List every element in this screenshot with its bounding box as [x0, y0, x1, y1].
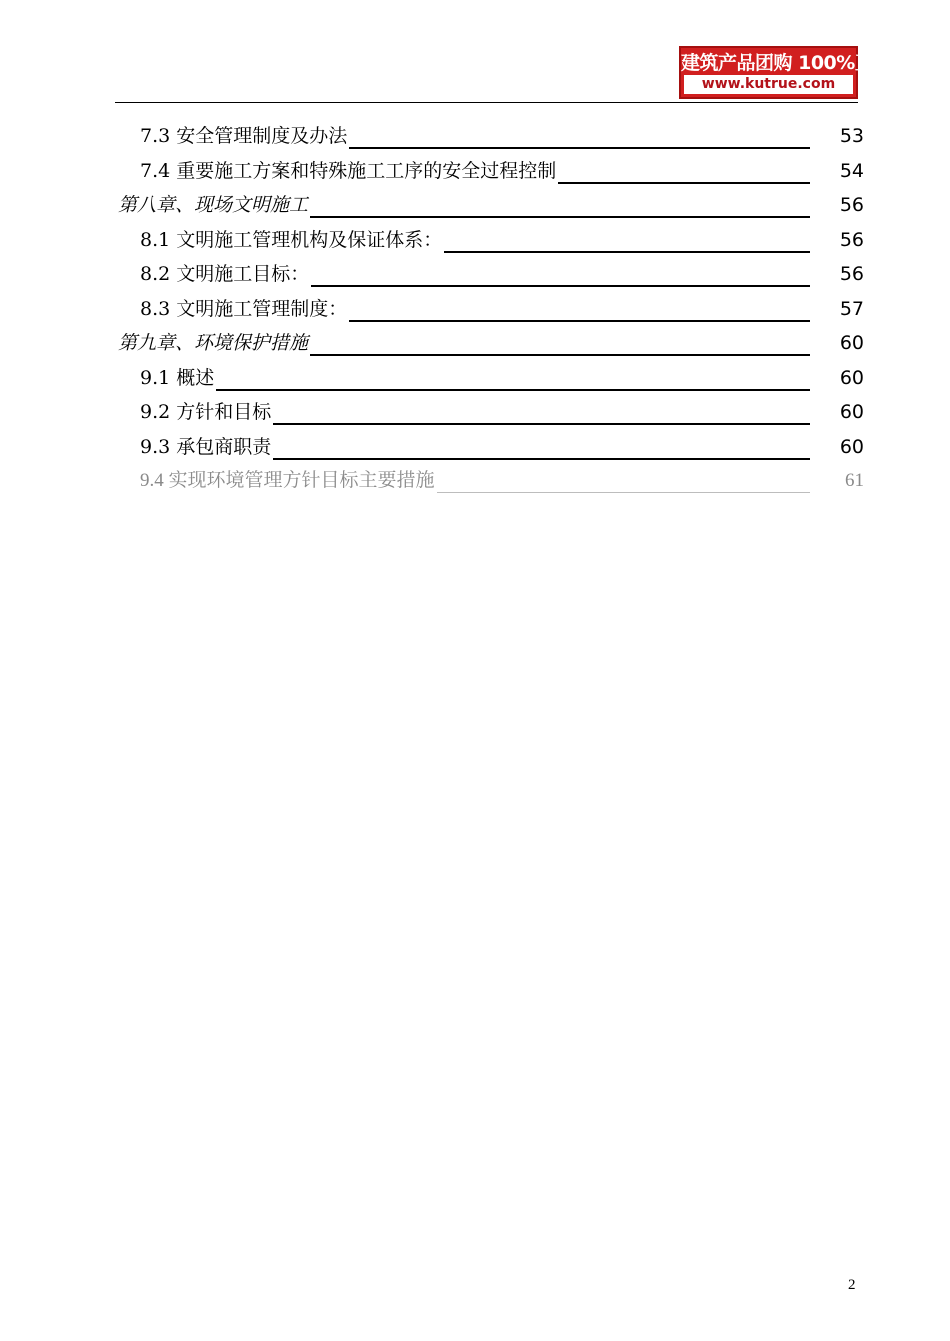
- toc-leader-line: [273, 458, 810, 460]
- toc-chapter-entry[interactable]: [0, 188, 950, 223]
- toc-leader-line: [349, 320, 810, 322]
- toc-entry-label: 8.1 文明施工管理机构及保证体系：: [140, 228, 443, 251]
- toc-section-entry[interactable]: [0, 119, 950, 154]
- toc-entry-page: 60: [839, 435, 864, 458]
- toc-leader-line: [216, 389, 810, 391]
- toc-section-entry[interactable]: [0, 223, 950, 258]
- toc-leader-line: [273, 423, 810, 425]
- logo-slogan: 建筑产品团购 100%正品: [681, 52, 892, 74]
- toc-entry-label: 8.2 文明施工目标：: [140, 263, 310, 285]
- table-of-contents: [0, 119, 950, 499]
- page-number: 2: [848, 1277, 856, 1293]
- toc-entry-label: 9.1 概述: [140, 366, 215, 389]
- toc-section-entry[interactable]: [0, 292, 950, 327]
- toc-section-entry[interactable]: [0, 430, 950, 465]
- toc-entry-page: 54: [839, 159, 864, 182]
- header-rule: [115, 102, 858, 103]
- toc-section-entry[interactable]: [0, 257, 950, 292]
- toc-section-entry[interactable]: [0, 154, 950, 189]
- toc-leader-line: [558, 182, 810, 184]
- toc-entry-label: 8.3 文明施工管理制度：: [140, 297, 348, 320]
- toc-section-entry[interactable]: [0, 361, 950, 396]
- toc-leader-line: [444, 251, 810, 253]
- toc-entry-page: 56: [839, 194, 864, 216]
- toc-entry-page: 61: [845, 470, 864, 491]
- toc-entry-page: 53: [839, 125, 864, 147]
- toc-entry-label: 第九章、环境保护措施: [118, 332, 309, 354]
- toc-chapter-entry[interactable]: [0, 326, 950, 361]
- toc-entry-label: 7.3 安全管理制度及办法: [140, 125, 348, 147]
- brand-logo: [679, 46, 892, 99]
- toc-section-entry[interactable]: [0, 464, 950, 499]
- toc-leader-line: [310, 354, 810, 356]
- toc-entry-label: 7.4 重要施工方案和特殊施工工序的安全过程控制: [140, 159, 557, 182]
- toc-entry-page: 60: [839, 332, 864, 354]
- toc-entry-label: 第八章、现场文明施工: [118, 194, 309, 216]
- toc-leader-line: [310, 216, 810, 218]
- toc-entry-label: 9.4 实现环境管理方针目标主要措施: [140, 470, 435, 491]
- toc-entry-page: 56: [839, 263, 864, 285]
- toc-entry-page: 60: [839, 366, 864, 389]
- toc-entry-page: 60: [839, 401, 864, 423]
- toc-section-entry[interactable]: [0, 395, 950, 430]
- toc-leader-line: [437, 492, 810, 493]
- toc-entry-label: 9.3 承包商职责: [140, 435, 272, 458]
- logo-url: www.kutrue.com: [684, 75, 853, 94]
- toc-entry-page: 56: [839, 228, 864, 251]
- toc-entry-page: 57: [839, 297, 864, 320]
- toc-entry-label: 9.2 方针和目标: [140, 401, 272, 423]
- toc-leader-line: [349, 147, 810, 149]
- toc-leader-line: [311, 285, 810, 287]
